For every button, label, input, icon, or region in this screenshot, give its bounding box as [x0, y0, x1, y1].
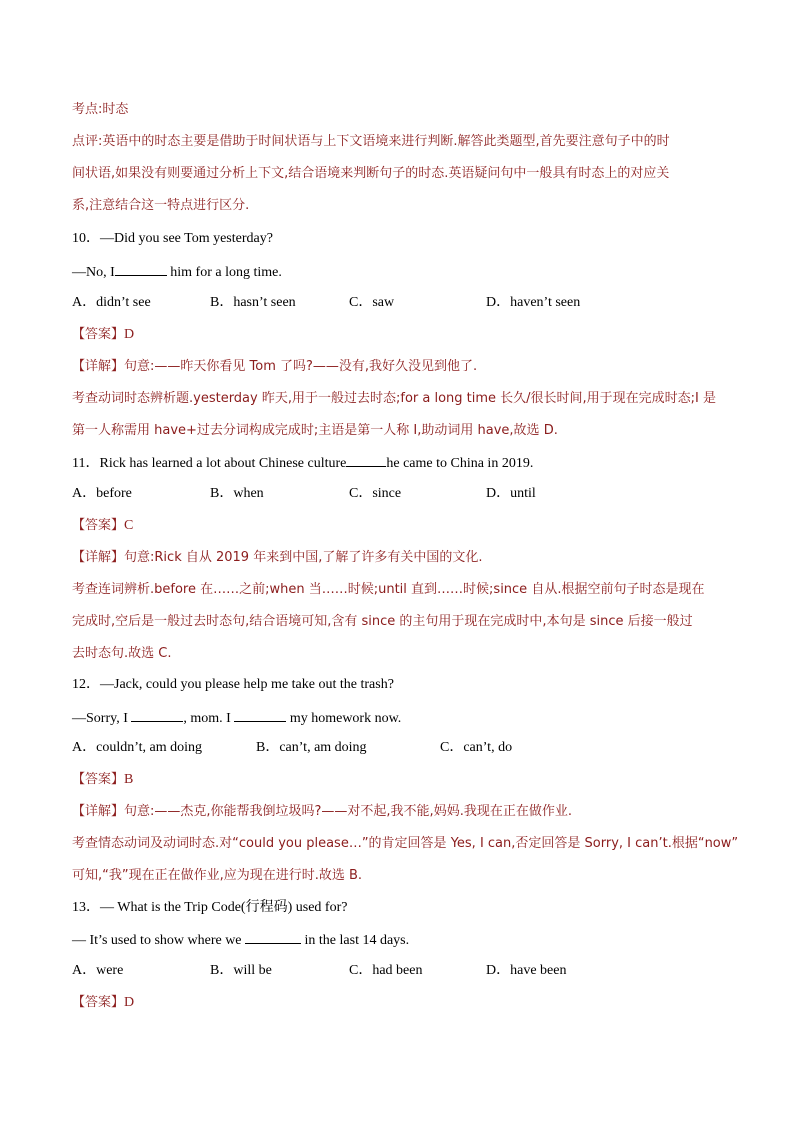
answer-blank	[131, 707, 183, 722]
q10-options	[72, 293, 732, 313]
answer-blank	[115, 261, 167, 276]
q11-answer: 【答案】C	[72, 518, 134, 533]
q11-stem: 11．Rick has learned a lot about Chinese culture he came to China in 2019.	[72, 452, 533, 474]
q11-explain-1: 考查连词辨析.before 在……之前;when 当……时候;until 直到……时候;since 自从.根据空前句子时态是现在	[72, 582, 705, 597]
q12-line2: —Sorry, I , mom. I my homework now.	[72, 707, 401, 729]
q10-explain-2: 第一人称需用 have+过去分词构成完成时;主语是第一人称 I,助动词用 have,故选 D.	[72, 423, 558, 438]
q10-answer: 【答案】D	[72, 327, 135, 342]
q11-options	[72, 484, 732, 504]
dianping-line-3: 系,注意结合这一特点进行区分.	[72, 198, 250, 213]
q10-option-a: A．didn’t see	[72, 295, 151, 310]
q10-option-b: B．hasn’t seen	[210, 295, 296, 310]
q13-option-d: D．have been	[486, 963, 567, 978]
q10-line2: —No, I him for a long time.	[72, 261, 282, 283]
q11-option-c: C．since	[349, 486, 402, 501]
q13-option-a: A．were	[72, 963, 124, 978]
q12-option-a: A．couldn’t, am doing	[72, 740, 203, 755]
q11-option-d: D．until	[486, 486, 536, 501]
q10-explain-1: 考查动词时态辨析题.yesterday 昨天,用于一般过去时态;for a long time 长久/很长时间,用于现在完成时态;I 是	[72, 391, 717, 406]
q12-detail: 【详解】句意:——杰克,你能帮我倒垃圾吗?——对不起,我不能,妈妈.我现在正在做作业.	[72, 804, 572, 819]
q11-option-a: A．before	[72, 486, 132, 501]
q12-stem: 12．—Jack, could you please help me take out the trash?	[72, 677, 394, 692]
q13-line2: — It’s used to show where we in the last 14 days.	[72, 929, 409, 951]
q13-answer: 【答案】D	[72, 995, 135, 1010]
q12-answer: 【答案】B	[72, 772, 134, 787]
kaodian-line: 考点:时态	[72, 102, 129, 117]
q10-option-d: D．haven’t seen	[486, 295, 581, 310]
dianping-line-2: 间状语,如果没有则要通过分析上下文,结合语境来判断句子的时态.英语疑问句中一般具有时态上的对应关	[72, 166, 670, 181]
q13-option-b: B．will be	[210, 963, 272, 978]
q12-options	[72, 738, 732, 758]
q10-detail: 【详解】句意:——昨天你看见 Tom 了吗?——没有,我好久没见到他了.	[72, 359, 478, 374]
q12-explain-2: 可知,“我”现在正在做作业,应为现在进行时.故选 B.	[72, 868, 363, 883]
q11-explain-3: 去时态句.故选 C.	[72, 646, 172, 661]
q11-option-b: B．when	[210, 486, 264, 501]
q12-option-b: B．can’t, am doing	[256, 740, 367, 755]
answer-blank	[234, 707, 286, 722]
q13-stem: 13．— What is the Trip Code(行程码) used for?	[72, 900, 348, 915]
q13-option-c: C．had been	[349, 963, 423, 978]
q11-detail: 【详解】句意:Rick 自从 2019 年来到中国,了解了许多有关中国的文化.	[72, 550, 483, 565]
q12-explain-1: 考查情态动词及动词时态.对“could you please…”的肯定回答是 Yes, I can,否定回答是 Sorry, I can’t.根据“now”	[72, 836, 739, 851]
q10-option-c: C．saw	[349, 295, 395, 310]
answer-blank	[346, 452, 386, 467]
q12-option-c: C．can’t, do	[440, 740, 513, 755]
q10-stem: 10．—Did you see Tom yesterday?	[72, 231, 273, 246]
answer-blank	[245, 929, 301, 944]
dianping-line-1: 点评:英语中的时态主要是借助于时间状语与上下文语境来进行判断.解答此类题型,首先要注意句子中的时	[72, 134, 670, 149]
q13-options	[72, 961, 732, 981]
q11-explain-2: 完成时,空后是一般过去时态句,结合语境可知,含有 since 的主句用于现在完成时中,本句是 since 后接一般过	[72, 614, 693, 629]
